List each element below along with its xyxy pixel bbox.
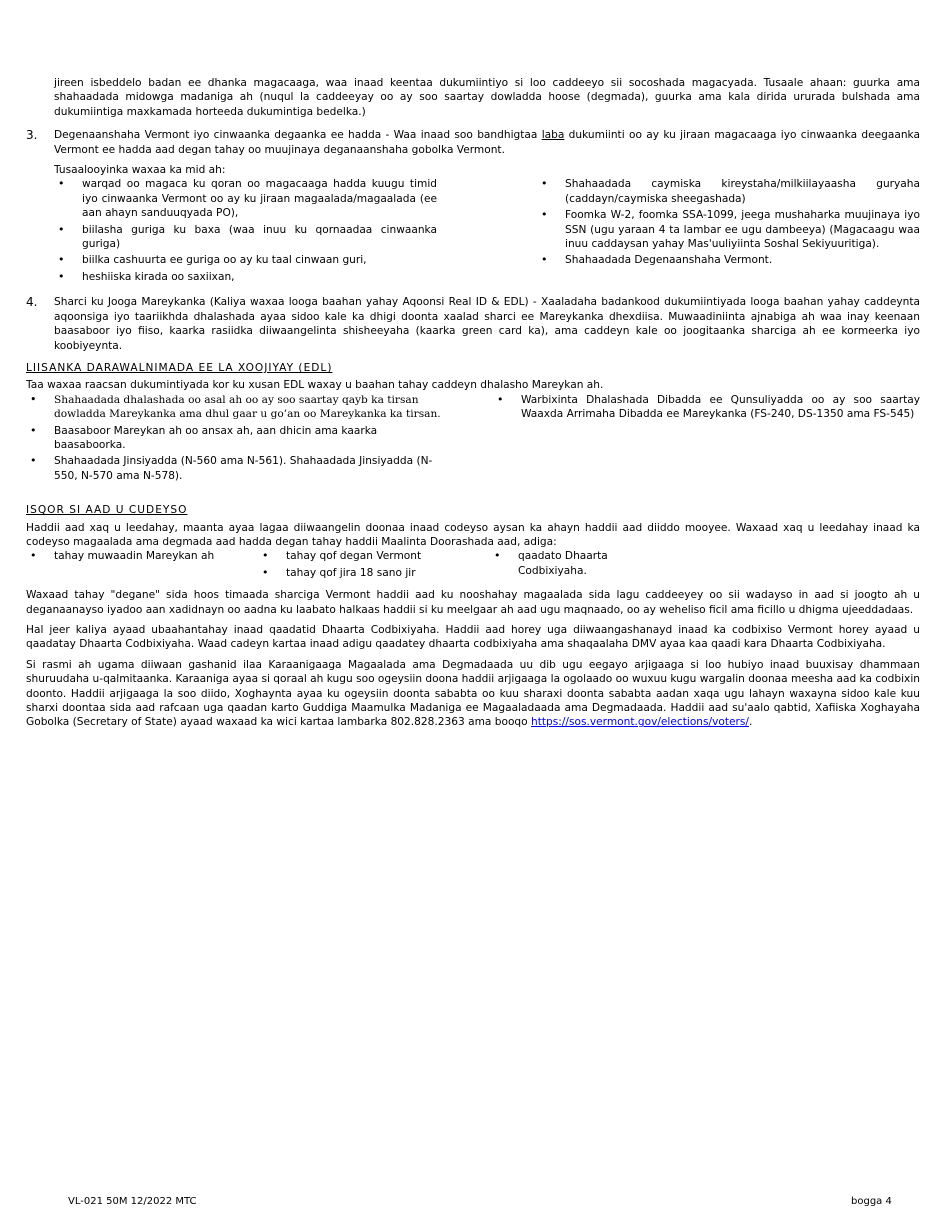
list-item: • Warbixinta Dhalashada Dibadda ee Qunsuliyadda oo ay soo saartay Waaxda Arrimaha Dibadda ee Mareykanka (FS-240, DS-1350 ama FS-545) bbox=[493, 393, 920, 422]
list-item: • Shahaadada dhalashada oo asal ah oo ay soo saartay qayb ka tirsan dowladda Mareykanka ama dhul gaar u go’an oo Mareykanka ka tirsan. bbox=[26, 393, 448, 422]
list-item: • Shahaadada caymiska kireystaha/milkiilayaasha guryaha (caddayn/caymiska sheegashada) bbox=[537, 177, 920, 206]
vote-paragraph-resident: Waxaad tahay "degane" sida hoos timaada sharciga Vermont haddii aad ku nooshahay magaalada sida lagu caddeeyey oo sii wadayso in aad si joogto ah u deganaanayso iyadoo aan xadidnayn oo aadna ku laabato halkaas haddii si ku meelgaar ah aad ugu maqnaado, oo ay weheliso ficil ama ficillo u dhigma ujeeddadaas. bbox=[26, 589, 920, 616]
item-3-examples-intro: Tusaalooyinka waxaa ka mid ah: bbox=[54, 164, 226, 177]
edl-heading: LIISANKA DARAWALNIMADA EE LA XOOJIYAY (EDL) bbox=[26, 361, 333, 374]
vote-criteria-col-2 bbox=[258, 549, 490, 580]
list-item: • tahay muwaadin Mareykan ah bbox=[26, 549, 218, 563]
item-3 bbox=[26, 128, 920, 286]
item-3-examples bbox=[54, 177, 920, 286]
edl-intro: Taa waxaa raacsan dukumintiyada kor ku xusan EDL waxay u baahan tahay caddeyn dhalasho Mareykan ah. bbox=[26, 379, 604, 392]
item-4-text: Sharci ku Jooga Mareykanka (Kaliya waxaa looga baahan yahay Aqoonsi Real ID & EDL) - Xaaladaha badankood dukumiintiyada looga baahan yahay caddeynta aqoonsiga iyo taariikhda dhalashada ayaa sidoo kale ka dhigi doonta xaalad sharci ee Mareykanka dhexdiisa. Muwaadiniinta ajnabiga ah waa inay keenaan baasaboor iyo fiiso, kaarka rasiidka diiwaangelinta shisheeyaha (kaarka green card ka), ama caddeyn kale oo joogitaanka sharciga ah ee kormeerka iyo koobiyeynta. bbox=[54, 296, 920, 352]
vote-heading: ISQOR SI AAD U CUDEYSO bbox=[26, 504, 188, 517]
vote-criteria-col-1 bbox=[26, 549, 218, 563]
list-item: • tahay qof jira 18 sano jir bbox=[258, 566, 490, 580]
edl-lists bbox=[26, 393, 920, 485]
item-3-text-b: dukumiinti oo ay ku jiraan magacaaga iyo cinwaanka deegaanka Vermont ee hadda aad degan tahay oo muujinaya deganaanshaha gobolka Vermont. bbox=[54, 129, 920, 156]
edl-left-list bbox=[26, 393, 448, 483]
vote-criteria-col-3 bbox=[490, 549, 660, 578]
list-item: • heshiiska kirada oo saxiixan, bbox=[54, 270, 437, 284]
vote-criteria bbox=[26, 549, 920, 582]
vote-paragraph-registration bbox=[26, 658, 920, 730]
list-item: • warqad oo magaca ku qoran oo magacaaga hadda kuugu timid iyo cinwaanka Vermont oo ay ku jiraan magaalada/magaalada (ee aan ahayn sanduuqyada PO), bbox=[54, 177, 437, 220]
item-3-left-list bbox=[54, 177, 437, 284]
item-3-text bbox=[54, 128, 920, 157]
list-item: • Foomka W-2, foomka SSA-1099, jeega mushaharka muujinaya iyo SSN (ugu yaraan 4 ta lambar ee ugu dambeeya) (Magacaagu waa inuu caddaysan yahay Mas'uuliyiinta Soshal Sekiyuuritiga). bbox=[537, 208, 920, 251]
intro-paragraph bbox=[54, 76, 920, 119]
edl-right-list bbox=[493, 393, 920, 422]
list-item: • biilka cashuurta ee guriga oo ay ku taal cinwaan guri, bbox=[54, 253, 437, 267]
vote-paragraph-oath: Hal jeer kaliya ayaad ubaahantahay inaad qaadatid Dhaarta Codbixiyaha. Haddii aad horey uga diiwaangashanayd inaad ka codbixiso Vermont horey ayaad u qaadatay Dhaarta Codbixiyaha. Waad cadeyn kartaa inaad adigu qaadatey dhaarta codbixiyaha ama shaqaalaha DMV ayaa kaa qaadi kara Dhaarta Codbixiyaha. bbox=[26, 624, 920, 651]
list-item: • Shahaadada Jinsiyadda (N-560 ama N-561). Shahaadada Jinsiyadda (N-550, N-570 ama N-578). bbox=[26, 454, 448, 483]
list-item: • Shahaadada Degenaanshaha Vermont. bbox=[537, 253, 920, 267]
form-id: VL-021 50M 12/2022 MTC bbox=[68, 1196, 197, 1207]
item-3-right-list bbox=[537, 177, 920, 267]
document-page bbox=[26, 76, 920, 730]
page-number: bogga 4 bbox=[851, 1196, 892, 1207]
list-item: • qaadato Dhaarta Codbixiyaha. bbox=[490, 549, 660, 578]
list-item: • biilasha guriga ku baxa (waa inuu ku qornaadaa cinwaanka guriga) bbox=[54, 223, 437, 252]
item-4-number: 4. bbox=[26, 295, 38, 310]
list-item: • Baasaboor Mareykan ah oo ansax ah, aan dhicin ama kaarka baasaboorka. bbox=[26, 424, 448, 453]
item-3-number: 3. bbox=[26, 128, 38, 143]
vote-paragraph-registration-text: Si rasmi ah ugama diiwaan gashanid ilaa Karaanigaaga Magaalada ama Degmadaada uu dib ugu eegayo arjigaaga si loo hubiyo inaad buuxisay dhammaan shuruudaha u-qalmitaanka. Karaaniga ayaa si qoraal ah kugu soo ogeysiin doona haddii arjigaaga la ogolaado oo wuxuu kugu wargalin doonaa meesha aad ka codbixin doonto. Haddii arjigaaga la soo diido, Xoghaynta ayaa ku ogeysiin doonta sababta oo kuu sharaxi doonta sababta aadan xaqa ugu lahayn waxayna sidoo kale kuu sharxi doontaa sida aad rafcaan uga qaadan karto Guddiga Maamulka Madaniga ee Magaaladaada ama Degmadaada. Haddii aad su'aalo qabtid, Xafiiska Xoghayaha Gobolka (Secretary of State) ayaad waxaad ka wici kartaa lambarka 802.828.2363 ama booqo bbox=[26, 658, 920, 729]
item-3-text-underlined: laba bbox=[541, 129, 565, 142]
intro-continuation: jireen isbeddelo badan ee dhanka magacaaga, waa inaad keentaa dukumiintiyo si loo caddeeyo sii socoshada magacyada. Tusaale ahaan: guurka ama shahaadada midowga madaniga ah (nuqul la caddeeyay oo ay soo saartay dowladda hoose (degmada), guurka ama kala dirida ururada bulshada ama dukumiintiga maxkamada horteeda dukumintiga bedelka.) bbox=[54, 77, 920, 118]
vote-paragraph-end: . bbox=[748, 716, 753, 729]
item-4 bbox=[26, 295, 920, 353]
sos-voters-link[interactable]: https://sos.vermont.gov/elections/voters/ bbox=[531, 716, 749, 729]
vote-intro: Haddii aad xaq u leedahay, maanta ayaa lagaa diiwaangelin doonaa inaad codeyso aysan ka ahayn haddii aad diiddo mooyee. Waxaad xaq u leedahay inaad ka codeyso magaalada ama degmada aad hadda degan tahay haddii Maalinta Doorashada aad, adiga: bbox=[26, 521, 920, 548]
item-3-text-a: Degenaanshaha Vermont iyo cinwaanka degaanka ee hadda - Waa inaad soo bandhigtaa bbox=[54, 129, 542, 142]
list-item: • tahay qof degan Vermont bbox=[258, 549, 490, 563]
